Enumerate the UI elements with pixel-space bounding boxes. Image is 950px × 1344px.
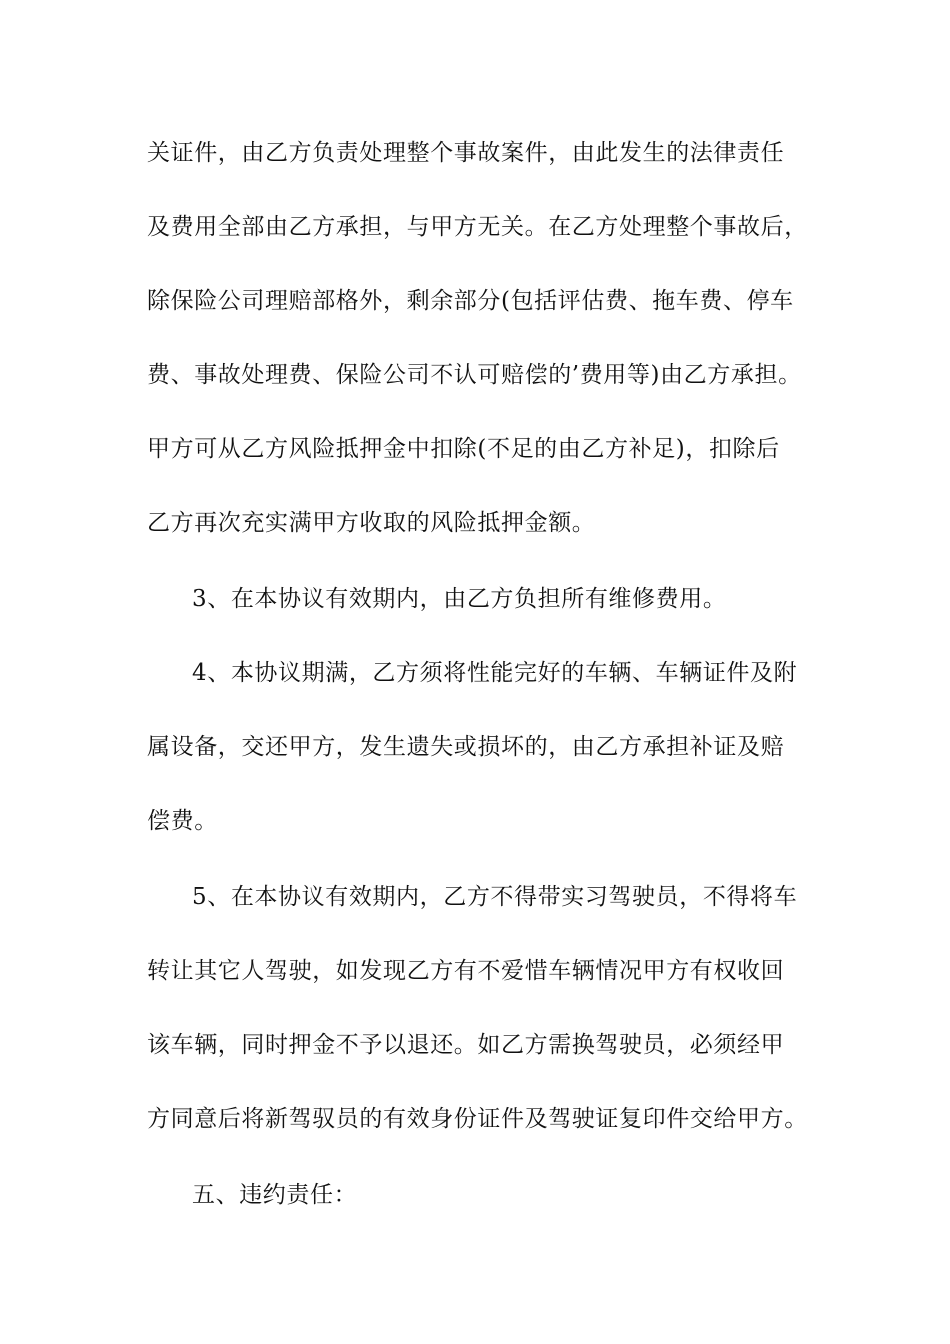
text-line: 乙方再次充实满甲方收取的风险抵押金额。 [147,510,596,536]
clause-3-line: 3、在本协议有效期内，由乙方负担所有维修费用。 [192,586,727,612]
text-line: 转让其它人驾驶，如发现乙方有不爱惜车辆情况甲方有权收回 [147,958,785,984]
text-line: 除保险公司理赔部格外，剩余部分(包括评估费、拖车费、停车 [147,288,794,314]
text-line: 费、事故处理费、保险公司不认可赔偿的’费用等)由乙方承担。 [147,362,802,388]
text-line: 方同意后将新驾驭员的有效身份证件及驾驶证复印件交给甲方。 [147,1106,808,1132]
text-line: 偿费。 [147,808,218,834]
text-line: 关证件，由乙方负责处理整个事故案件，由此发生的法律责任 [147,140,785,166]
clause-5-line: 5、在本协议有效期内，乙方不得带实习驾驶员，不得将车 [192,884,798,910]
clause-4-line: 4、本协议期满，乙方须将性能完好的车辆、车辆证件及附 [192,660,798,686]
text-line: 甲方可从乙方风险抵押金中扣除(不足的由乙方补足)，扣除后 [147,436,780,462]
text-line: 属设备，交还甲方，发生遗失或损坏的，由乙方承担补证及赔 [147,734,785,760]
text-line: 及费用全部由乙方承担，与甲方无关。在乙方处理整个事故后， [147,214,808,240]
text-line: 该车辆，同时押金不予以退还。如乙方需换驾驶员，必须经甲 [147,1032,785,1058]
section-heading: 五、违约责任： [192,1182,358,1208]
